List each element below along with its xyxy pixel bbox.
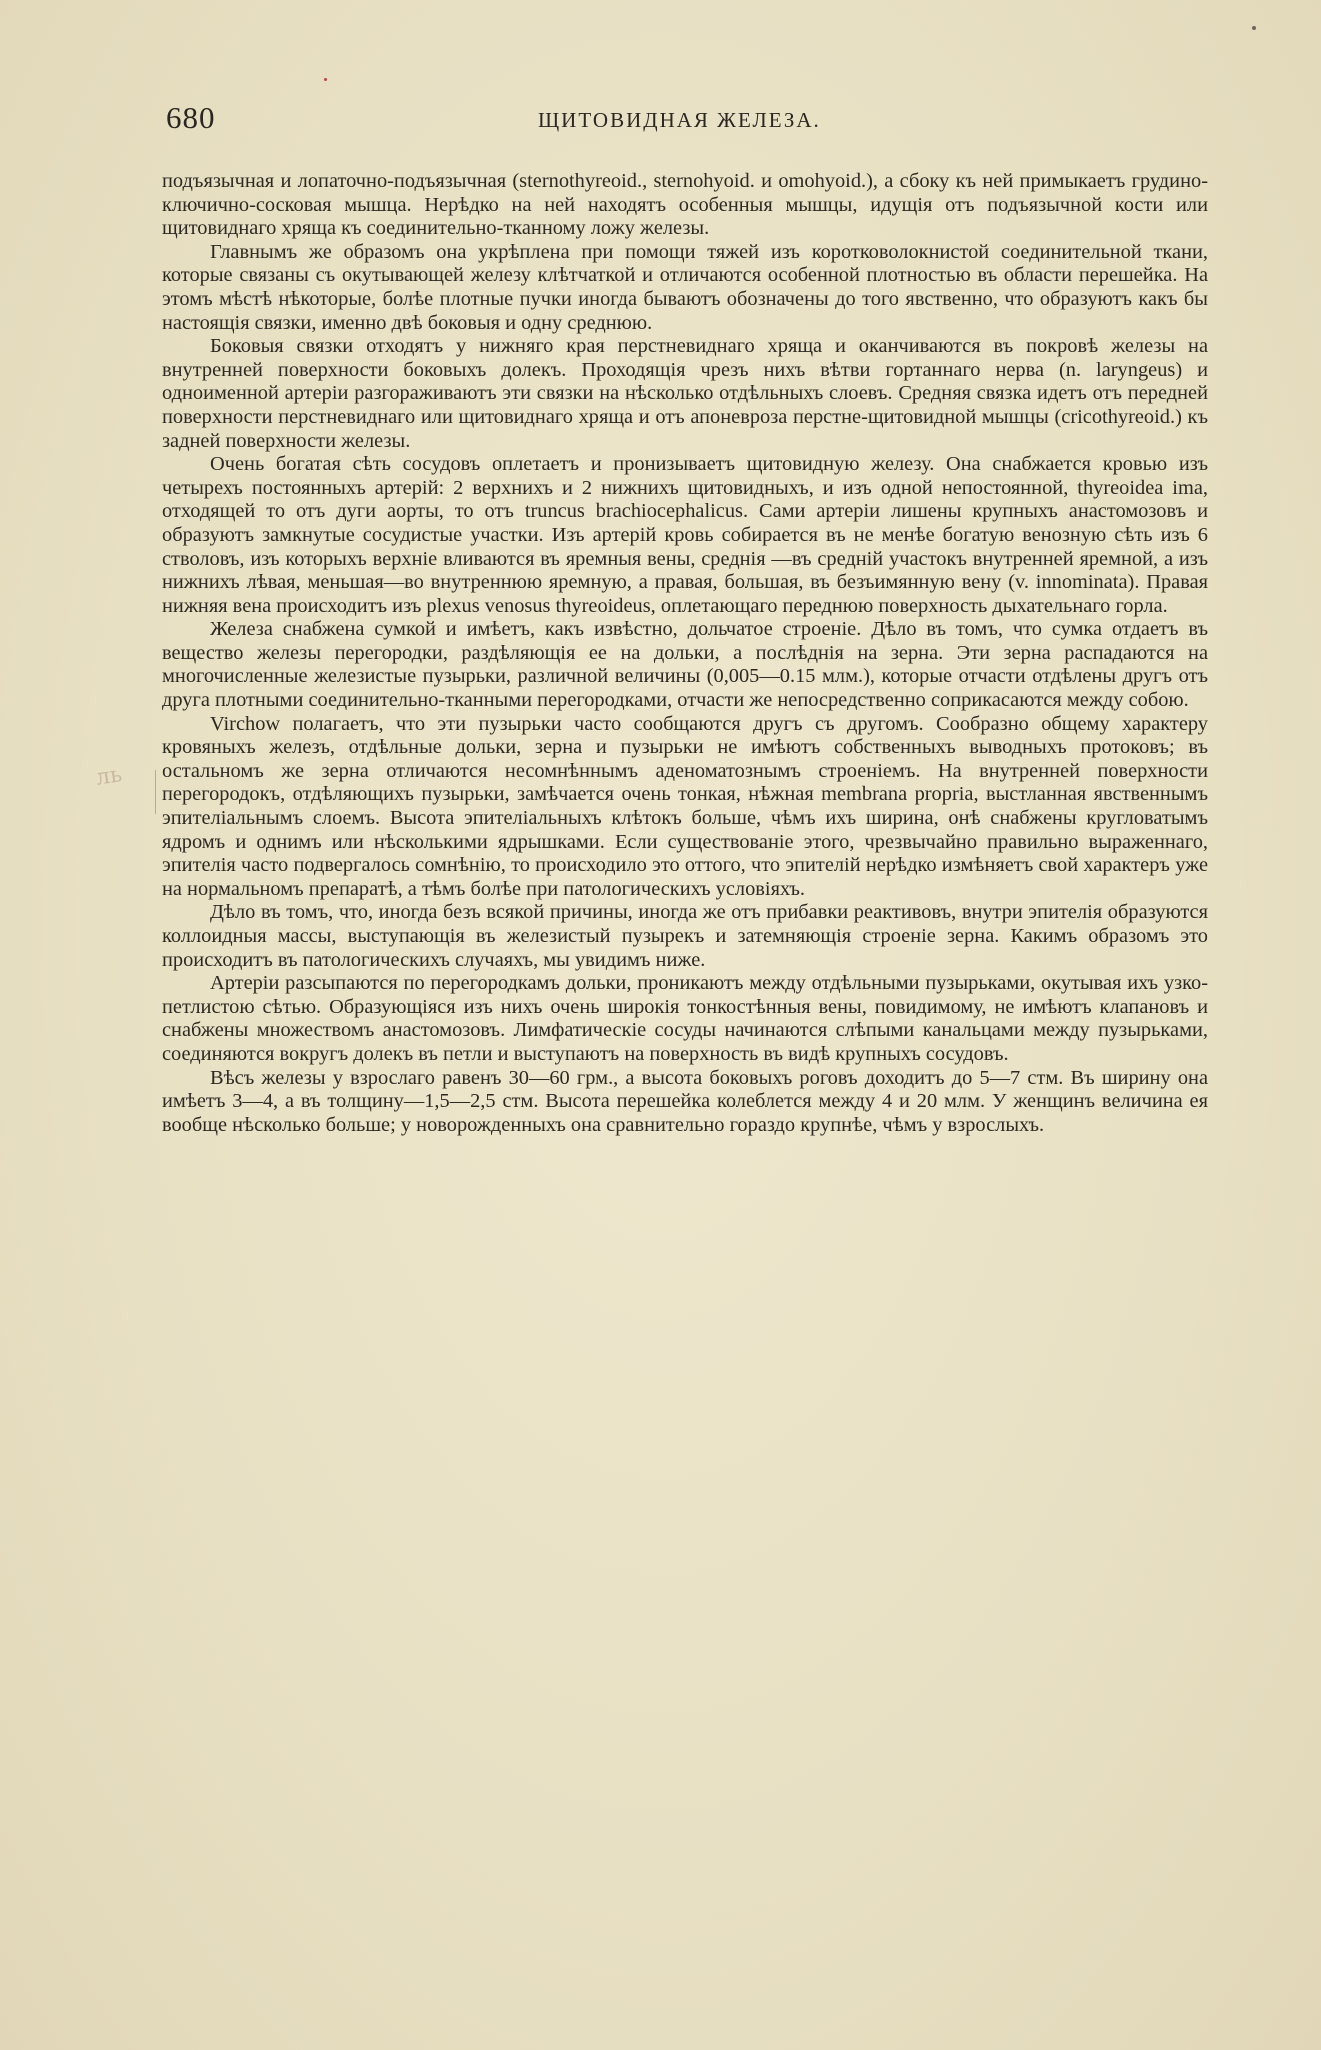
page-header (166, 100, 1206, 140)
body-text (162, 170, 1208, 1137)
paragraph: Очень богатая сѣть сосудовъ оплетаетъ и пронизываетъ щитовидную железу. Она снабжается кровью изъ четырехъ постоянныхъ артерій: 2 верхнихъ и 2 нижнихъ щитовидныхъ, и изъ одной непостоянной, thyreoidea ima, отходящей то отъ дуги аорты, то отъ truncus brachiocephalicus. Сами артеріи лишены крупныхъ анастомозовъ и образуютъ замкнутые сосудистые участки. Изъ артерій кровь собирается въ не менѣе богатую венозную сѣть изъ 6 стволовъ, изъ которыхъ верхніе вливаются въ яремныя вены, среднія —въ средній участокъ внутренней яремной, а изъ нижнихъ лѣвая, меньшая—во внутреннюю яремную, а правая, большая, въ безъимянную вену (v. innominata). Правая нижняя вена происходитъ изъ plexus venosus thyreoideus, оплетающаго переднюю поверхность дыхательнаго горла. (162, 453, 1208, 617)
paragraph: Virchow полагаетъ, что эти пузырьки часто сообщаются другъ съ другомъ. Сообразно общему характеру кровяныхъ железъ, отдѣльные дольки, зерна и пузырьки не имѣютъ собственныхъ выводныхъ протоковъ; въ остальномъ же зерна отличаются несомнѣннымъ аденоматознымъ строеніемъ. На внутренней поверхности перегородокъ, отдѣляющихъ пузырьки, замѣчается очень тонкая, нѣжная membrana propria, выстланная явственнымъ эпителіальнымъ слоемъ. Высота эпителіальныхъ клѣтокъ больше, чѣмъ ихъ ширина, онѣ снабжены кругловатымъ ядромъ и однимъ или нѣсколькими ядрышками. Если существованіе этого, чрезвычайно правильно выраженнаго, эпителія часто подвергалось сомнѣнію, то происходило это оттого, что эпителій нерѣдко измѣняетъ свой характеръ уже на нормальномъ препаратѣ, а тѣмъ болѣе при патологическихъ условіяхъ. (162, 712, 1208, 900)
paragraph: Вѣсъ железы у взрослаго равенъ 30—60 грм., а высота боковыхъ роговъ доходитъ до 5—7 стм. Въ ширину она имѣетъ 3—4, а въ толщину—1,5—2,5 стм. Высота перешейка колеблется между 4 и 20 млм. У женщинъ величина ея вообще нѣсколько больше; у новорожденныхъ она сравнительно гораздо крупнѣе, чѣмъ у взрослыхъ. (162, 1066, 1208, 1136)
paragraph: Главнымъ же образомъ она укрѣплена при помощи тяжей изъ коротковолокнистой соединительной ткани, которые связаны съ окутывающей железу клѣтчаткой и отличаются особенной плотностью въ области перешейка. На этомъ мѣстѣ нѣкоторые, болѣе плотные пучки иногда бываютъ обозначены до того явственно, что образуютъ какъ бы настоящія связки, именно двѣ боковыя и одну среднюю. (162, 240, 1208, 334)
paper-speck (1252, 26, 1256, 30)
paper-speck (324, 78, 327, 81)
margin-annotation: ль (94, 762, 124, 791)
paragraph: Боковыя связки отходятъ у нижняго края перстневиднаго хряща и оканчиваются въ покровѣ железы на внутренней поверхности боковыхъ долекъ. Проходящія чрезъ нихъ вѣтви гортаннаго нерва (n. laryngeus) и одноименной артеріи разгораживаютъ эти связки на нѣсколько отдѣльныхъ слоевъ. Средняя связка идетъ отъ передней поверхности перстневиднаго или щитовиднаго хряща и отъ апоневроза перстне-щитовидной мышцы (cricothyreoid.) къ задней поверхности железы. (162, 335, 1208, 452)
running-title: ЩИТОВИДНАЯ ЖЕЛЕЗА. (538, 108, 821, 132)
paragraph: Железа снабжена сумкой и имѣетъ, какъ извѣстно, дольчатое строеніе. Дѣло въ томъ, что сумка отдаетъ въ вещество железы перегородки, раздѣляющія ее на дольки, а послѣднія на зерна. Эти зерна распадаются на многочисленные железистые пузырьки, различной величины (0,005—0.15 млм.), которые отчасти отдѣлены другъ отъ друга плотными соединительно-тканными перегородками, отчасти же непосредственно соприкасаются между собою. (162, 618, 1208, 712)
paragraph: Артеріи разсыпаются по перегородкамъ дольки, проникаютъ между отдѣльными пузырьками, окутывая ихъ узко-петлистою сѣтью. Образующіяся изъ нихъ очень широкія тонкостѣнныя вены, повидимому, не имѣютъ клапановъ и снабжены множествомъ анастомозовъ. Лимфатическіе сосуды начинаются слѣпыми канальцами между пузырьками, соединяются вокругъ долекъ въ петли и выступаютъ на поверхность въ видѣ крупныхъ сосудовъ. (162, 972, 1208, 1065)
paragraph: Дѣло въ томъ, что, иногда безъ всякой причины, иногда же отъ прибавки реактивовъ, внутри эпителія образуются коллоидныя массы, выступающія въ железистый пузырекъ и затемняющія строеніе зерна. Какимъ образомъ это происходитъ въ патологическихъ случаяхъ, мы увидимъ ниже. (162, 901, 1208, 971)
page-number: 680 (166, 100, 216, 135)
paragraph: подъязычная и лопаточно-подъязычная (sternothyreoid., sternohyoid. и omohyoid.), а сбоку къ ней примыкаетъ грудино-ключично-сосковая мышца. Нерѣдко на ней находятъ особенныя мышцы, идущія отъ подъязычной кости или щитовиднаго хряща къ соединительно-тканному ложу железы. (162, 170, 1208, 240)
